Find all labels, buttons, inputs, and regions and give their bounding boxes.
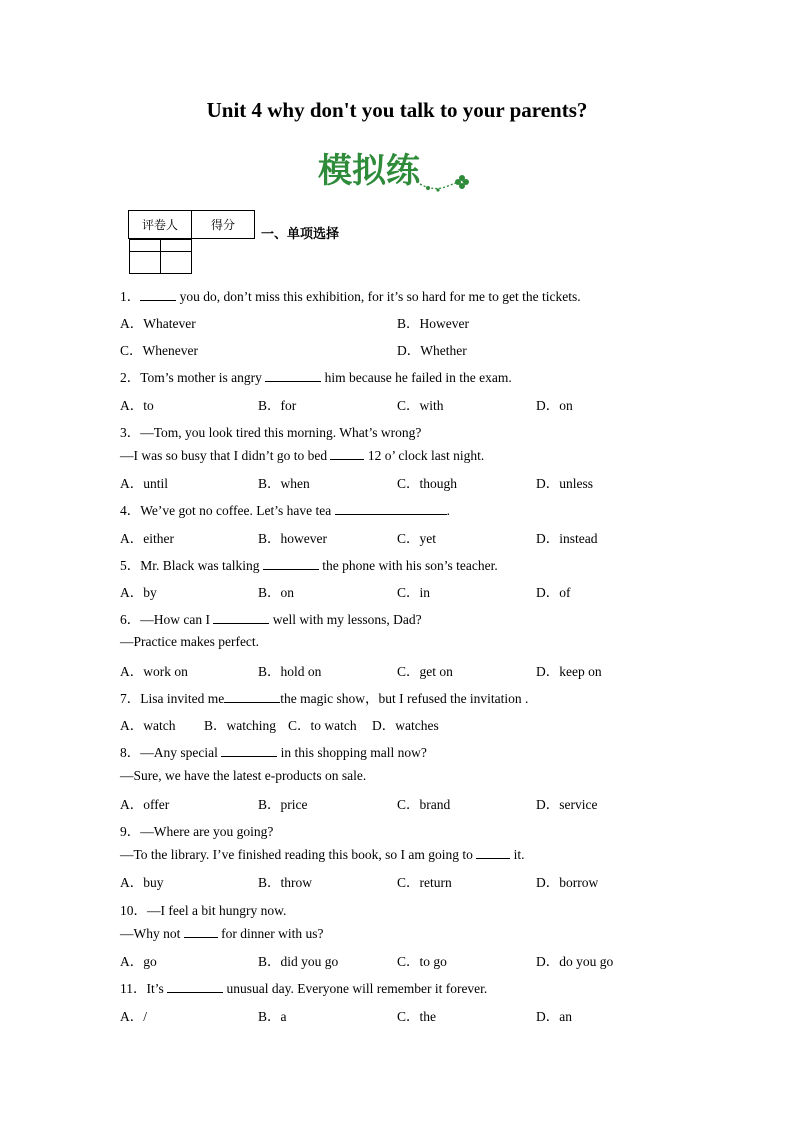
question-stem: [120, 977, 487, 997]
stem-text: it.: [510, 847, 525, 862]
answer-option[interactable]: A．either: [120, 531, 174, 546]
logo: [316, 146, 476, 194]
stem-text: him because he failed in the exam.: [321, 370, 512, 385]
question-number: 10．: [120, 903, 147, 918]
answer-option[interactable]: C．yet: [397, 531, 436, 546]
stem-text: —Any special: [140, 745, 222, 760]
stem-text: unusual day. Everyone will remember it forever.: [223, 981, 488, 996]
stem-text: —I was so busy that I didn’t go to bed: [120, 448, 331, 463]
question-number: 8．: [120, 745, 141, 760]
answer-option[interactable]: D．unless: [536, 476, 593, 491]
question-dialogue-line: [120, 925, 323, 942]
page-title: Unit 4 why don't you talk to your parents?: [206, 98, 588, 122]
answer-option[interactable]: C．get on: [397, 664, 453, 679]
question-dialogue-line: [120, 447, 484, 464]
answer-blank[interactable]: [476, 846, 510, 859]
question-dialogue-line: [120, 768, 366, 784]
question-number: 1．: [120, 289, 141, 304]
question-dialogue-line: [120, 846, 525, 863]
answer-option[interactable]: D．an: [536, 1009, 572, 1024]
question-stem: [120, 899, 286, 919]
answer-option[interactable]: D．borrow: [536, 875, 599, 890]
answer-option[interactable]: C．with: [397, 398, 444, 413]
stem-text: We’ve got no coffee. Let’s have tea: [140, 503, 335, 518]
stem-text: —Practice makes perfect.: [120, 634, 260, 649]
answer-option[interactable]: A．/: [120, 1009, 147, 1024]
answer-blank[interactable]: [335, 502, 447, 515]
stem-text: It’s: [146, 981, 168, 996]
answer-option[interactable]: D．on: [536, 398, 573, 413]
answer-option[interactable]: D．Whether: [397, 343, 467, 358]
answer-option[interactable]: B．price: [258, 797, 308, 812]
answer-option[interactable]: B．a: [258, 1009, 287, 1024]
question-stem: [120, 285, 581, 305]
answer-option[interactable]: C．return: [397, 875, 452, 890]
stem-text: —Tom, you look tired this morning. What’s wrong?: [140, 425, 422, 440]
question-number: 9．: [120, 824, 141, 839]
answer-option[interactable]: A．watch: [120, 718, 176, 733]
answer-option[interactable]: C．to go: [397, 954, 447, 969]
stem-text: Lisa invited me: [140, 691, 225, 706]
answer-option[interactable]: B．throw: [258, 875, 312, 890]
question-number: 6．: [120, 612, 141, 627]
question-stem: [120, 741, 427, 761]
answer-option[interactable]: B．when: [258, 476, 310, 491]
stem-text: .: [446, 503, 450, 518]
grader-header: 评卷人: [129, 211, 192, 239]
question-number: 3．: [120, 425, 141, 440]
stem-text: —How can I: [140, 612, 214, 627]
stem-text: —Why not: [120, 926, 184, 941]
answer-option[interactable]: A．to: [120, 398, 154, 413]
answer-option[interactable]: C．to watch: [288, 718, 357, 733]
answer-option[interactable]: A．until: [120, 476, 169, 491]
question-number: 2．: [120, 370, 141, 385]
answer-option[interactable]: B．did you go: [258, 954, 339, 969]
answer-blank[interactable]: [167, 980, 223, 993]
stem-text: Mr. Black was talking: [140, 558, 263, 573]
answer-option[interactable]: C．the: [397, 1009, 436, 1024]
stem-text: —To the library. I’ve finished reading this book, so I am going to: [120, 847, 477, 862]
answer-option[interactable]: D．watches: [372, 718, 439, 733]
answer-option[interactable]: C．in: [397, 585, 431, 600]
question-stem: [120, 608, 422, 628]
section-title: 一、单项选择: [261, 227, 340, 242]
answer-blank[interactable]: [184, 925, 218, 938]
score-table: [128, 210, 255, 257]
stem-text: in this shopping mall now?: [277, 745, 427, 760]
answer-option[interactable]: B．watching: [204, 718, 276, 733]
answer-blank[interactable]: [221, 744, 277, 757]
question-number: 7．: [120, 691, 141, 706]
stem-text: —I feel a bit hungry now.: [147, 903, 287, 918]
answer-option[interactable]: C．Whenever: [120, 343, 198, 358]
answer-option[interactable]: A．buy: [120, 875, 164, 890]
answer-option[interactable]: D．do you go: [536, 954, 614, 969]
answer-option[interactable]: D．keep on: [536, 664, 602, 679]
question-stem: [120, 366, 512, 386]
clover-icon: [455, 175, 469, 189]
answer-blank[interactable]: [265, 369, 321, 382]
question-number: 11．: [120, 981, 147, 996]
score-header: 得分: [192, 211, 255, 239]
question-dialogue-line: [120, 634, 259, 650]
logo-text: 模拟练: [318, 151, 420, 191]
answer-blank[interactable]: [224, 690, 280, 703]
question-stem: [120, 687, 528, 707]
answer-blank[interactable]: [330, 447, 364, 460]
answer-option[interactable]: A．work on: [120, 664, 188, 679]
answer-option[interactable]: A．Whatever: [120, 316, 196, 331]
answer-option[interactable]: C．though: [397, 476, 458, 491]
score-cell[interactable]: [160, 240, 191, 274]
stem-text: you do, don’t miss this exhibition, for it’s so hard for me to get the tickets.: [176, 289, 581, 304]
answer-blank[interactable]: [263, 557, 319, 570]
answer-option[interactable]: D．of: [536, 585, 571, 600]
stem-text: the magic show，but I refused the invitation .: [280, 691, 529, 706]
stem-text: —Where are you going?: [140, 824, 274, 839]
stem-text: well with my lessons, Dad?: [269, 612, 422, 627]
grader-cell[interactable]: [129, 240, 160, 274]
answer-option[interactable]: D．instead: [536, 531, 598, 546]
stem-text: Tom’s mother is angry: [140, 370, 266, 385]
answer-option[interactable]: B．However: [397, 316, 469, 331]
answer-option[interactable]: C．brand: [397, 797, 451, 812]
question-stem: [120, 820, 273, 840]
question-stem: [120, 554, 498, 574]
stem-text: —Sure, we have the latest e-products on sale.: [120, 768, 367, 783]
question-stem: [120, 421, 421, 441]
question-number: 5．: [120, 558, 141, 573]
answer-option[interactable]: B．on: [258, 585, 295, 600]
answer-option[interactable]: A．offer: [120, 797, 170, 812]
answer-option[interactable]: B．however: [258, 531, 327, 546]
answer-option[interactable]: D．service: [536, 797, 598, 812]
answer-option[interactable]: A．by: [120, 585, 157, 600]
answer-option[interactable]: A．go: [120, 954, 157, 969]
stem-text: for dinner with us?: [217, 926, 324, 941]
answer-blank[interactable]: [140, 288, 176, 301]
question-number: 4．: [120, 503, 141, 518]
answer-blank[interactable]: [213, 611, 269, 624]
answer-option[interactable]: B．hold on: [258, 664, 322, 679]
stem-text: the phone with his son’s teacher.: [318, 558, 498, 573]
question-stem: [120, 499, 450, 519]
stem-text: 12 o’ clock last night.: [364, 448, 485, 463]
answer-option[interactable]: B．for: [258, 398, 297, 413]
